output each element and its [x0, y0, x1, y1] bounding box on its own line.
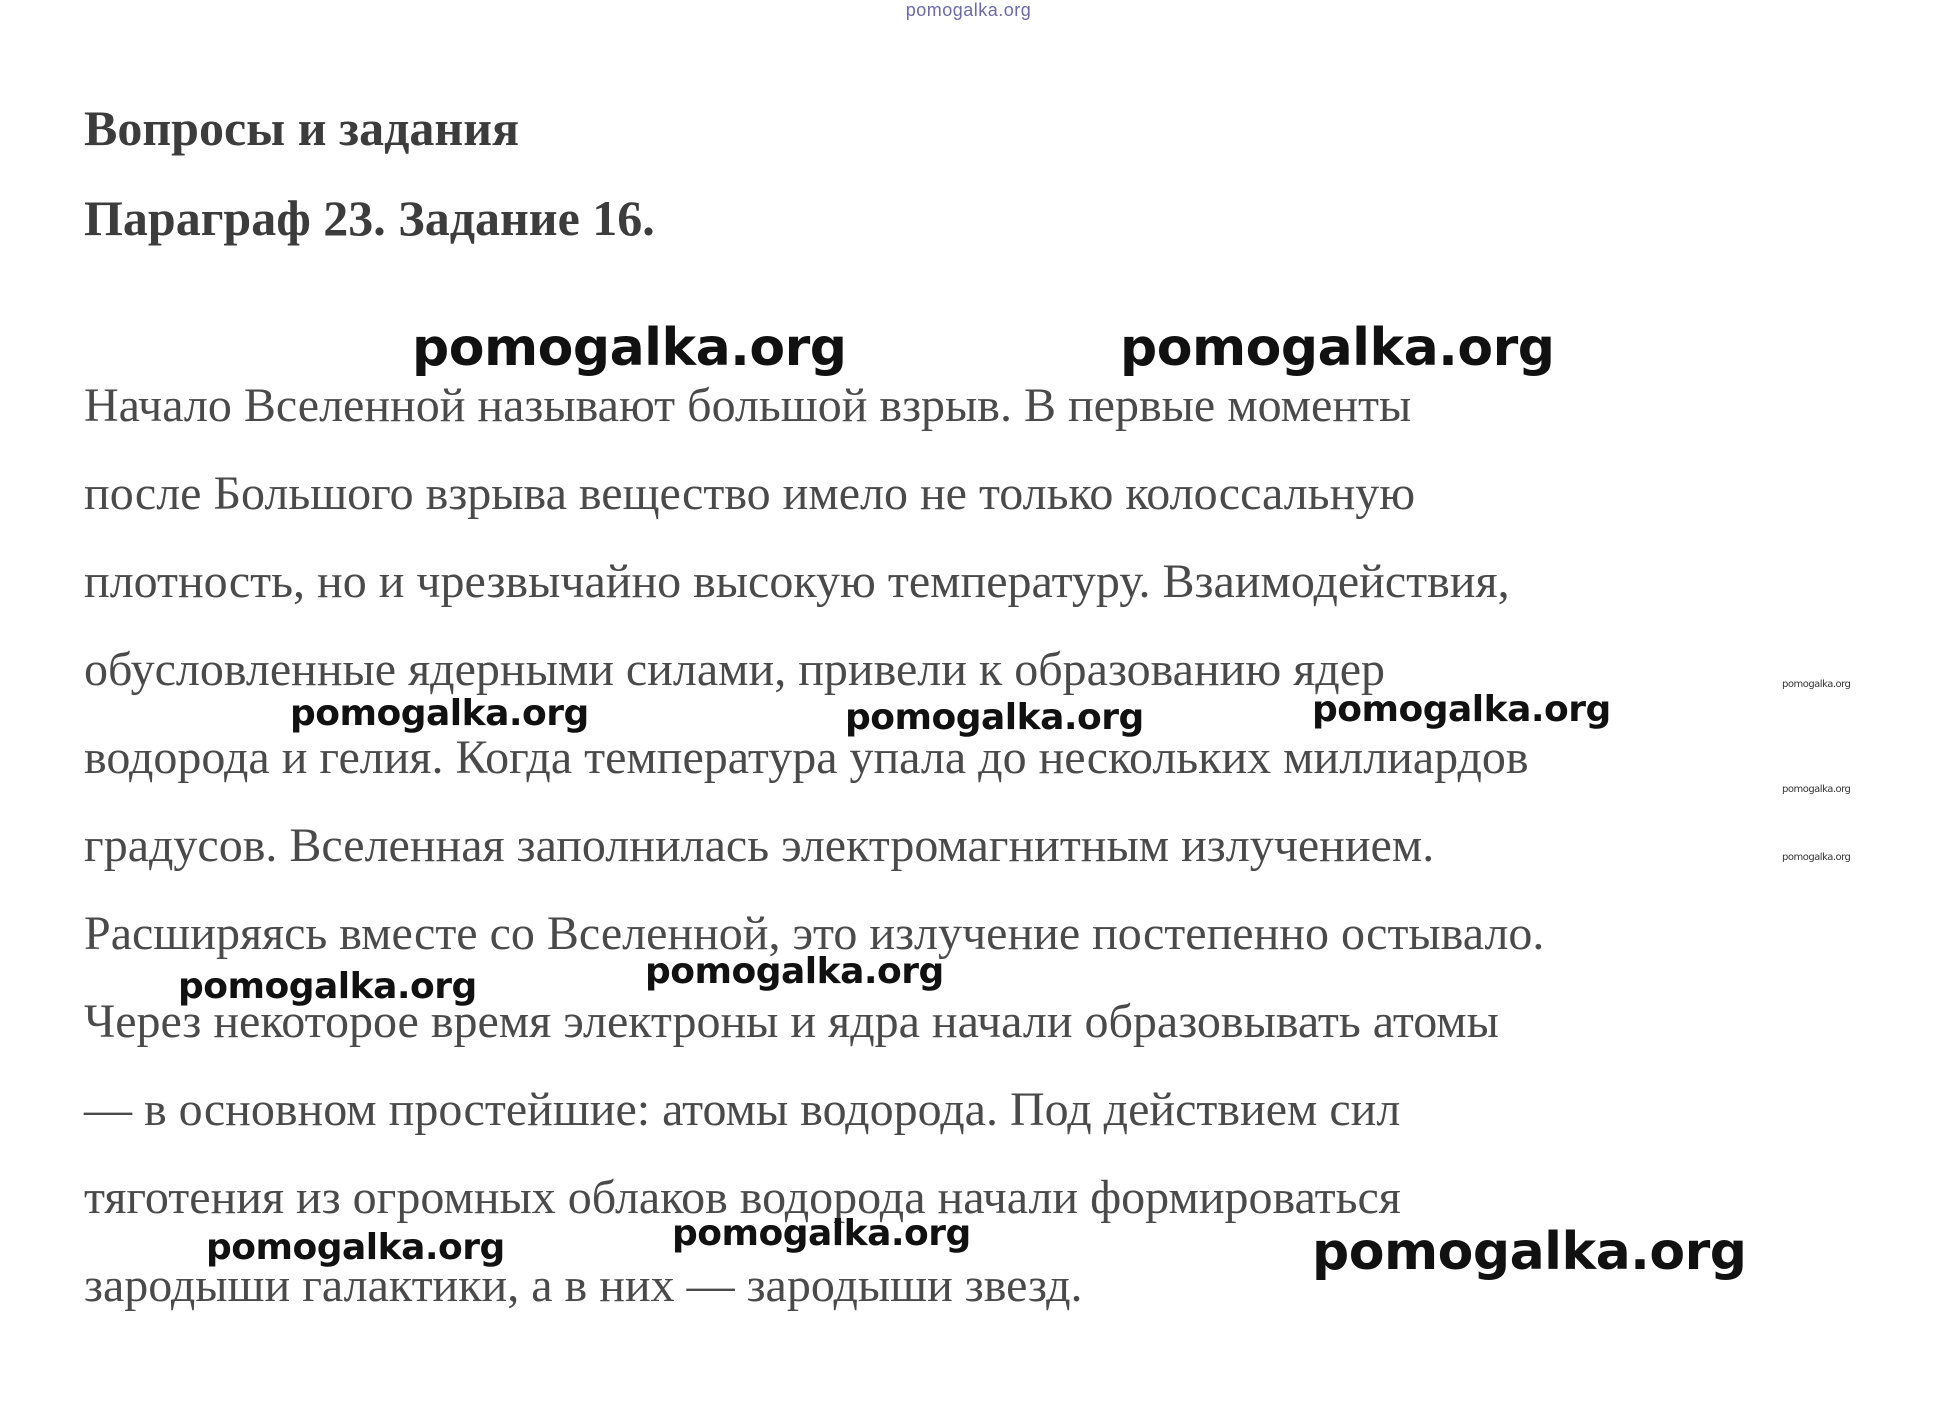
task-title: Параграф 23. Задание 16. [84, 190, 655, 246]
watermark: pomogalka.org [672, 1213, 971, 1254]
body-line-3: плотность, но и чрезвычайно высокую температуру. Взаимодействия, [84, 555, 1510, 608]
body-line-1: Начало Вселенной называют большой взрыв. В первые моменты [84, 379, 1412, 432]
body-line-10: тяготения из огромных облаков водорода начали формироваться [84, 1171, 1401, 1224]
body-line-2: после Большого взрыва вещество имело не только колоссальную [84, 467, 1416, 520]
body-line-5: водорода и гелия. Когда температура упала до нескольких миллиардов [84, 731, 1529, 784]
body-line-6: градусов. Вселенная заполнилась электромагнитным излучением. [84, 819, 1435, 872]
body-line-4: обусловленные ядерными силами, привели к образованию ядер [84, 643, 1385, 696]
watermark: pomogalka.org [1782, 679, 1851, 690]
body-line-8: Через некоторое время электроны и ядра начали образовывать атомы [84, 995, 1499, 1048]
watermark: pomogalka.org [645, 951, 944, 992]
body-line-11: зародыши галактики, а в них — зародыши звезд. [84, 1259, 1083, 1312]
watermark: pomogalka.org [290, 693, 589, 734]
watermark: pomogalka.org [1312, 1222, 1747, 1282]
watermark: pomogalka.org [178, 966, 477, 1007]
watermark: pomogalka.org [1782, 852, 1851, 863]
watermark: pomogalka.org [1782, 784, 1851, 795]
watermark: pomogalka.org [845, 697, 1144, 738]
top-watermark: pomogalka.org [905, 0, 1032, 20]
watermark: pomogalka.org [206, 1227, 505, 1268]
body-line-9: — в основном простейшие: атомы водорода. Под действием сил [84, 1083, 1401, 1136]
body-line-7: Расширяясь вместе со Вселенной, это излучение постепенно остывало. [84, 907, 1545, 960]
watermark: pomogalka.org [412, 318, 847, 378]
section-heading: Вопросы и задания [84, 100, 520, 156]
watermark: pomogalka.org [1312, 689, 1611, 730]
watermark: pomogalka.org [1120, 318, 1555, 378]
